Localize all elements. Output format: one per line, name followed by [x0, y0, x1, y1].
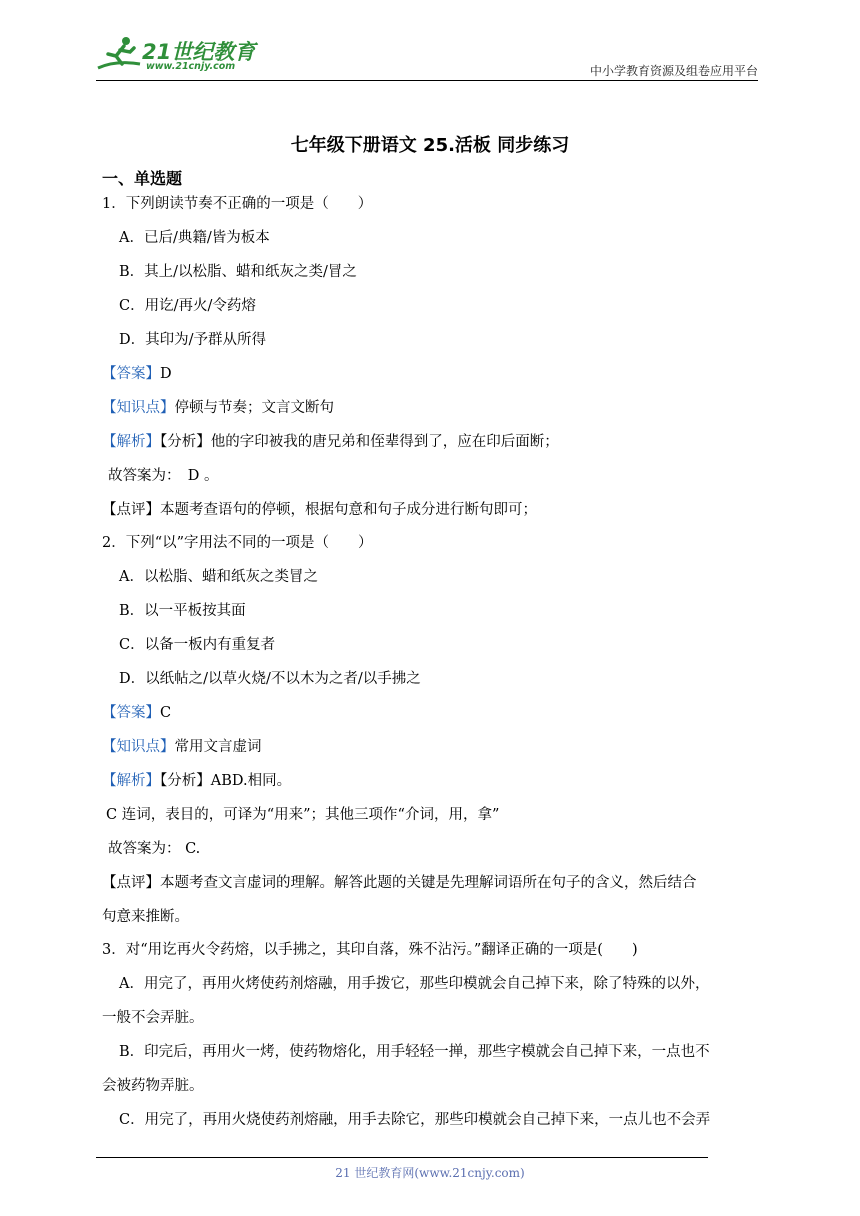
analysis-value: 【分析】ABD.相同。	[160, 773, 292, 789]
q1-comment: 【点评】本题考查语句的停顿，根据句意和句子成分进行断句即可；	[102, 502, 537, 518]
analysis-value: 【分析】他的字印被我的唐兄弟和侄辈得到了，应在印后面断；	[160, 434, 559, 450]
q1-knowledge	[102, 398, 334, 418]
knowledge-value: 停顿与节奏；文言文断句	[174, 400, 334, 416]
q1-option-c: C．用讫/再火/令药熔	[119, 298, 256, 314]
logo-title: 21世纪教育	[142, 40, 256, 64]
page-footer: 21 世纪教育网(www.21cnjy.com)	[335, 1166, 525, 1180]
q1-stem: 1．下列朗读节奏不正确的一项是（ ）	[102, 196, 373, 212]
q2-option-c: C．以备一板内有重复者	[119, 637, 276, 653]
q2-answer	[102, 703, 171, 723]
knowledge-tag: 【知识点】	[102, 400, 175, 416]
analysis-tag: 【解析】	[102, 434, 160, 450]
q2-knowledge	[102, 737, 262, 757]
q1-result: 故答案为： D 。	[108, 468, 219, 484]
section-heading: 一、单选题	[102, 169, 183, 188]
q3-option-b: B．印完后，再用火一烤，使药物熔化，用手轻轻一掸，那些字模就会自己掉下来，一点也不	[119, 1044, 710, 1060]
q2-option-b: B．以一平板按其面	[119, 603, 246, 619]
analysis-tag: 【解析】	[102, 773, 160, 789]
q3-stem: 3．对“用讫再火令药熔，以手拂之，其印自落，殊不沾污。”翻译正确的一项是( )	[102, 942, 638, 958]
q3-option-a: A．用完了，再用火烤使药剂熔融，用手拨它，那些印模就会自己掉下来，除了特殊的以外，	[119, 976, 710, 992]
q2-comment-cont: 句意来推断。	[102, 909, 189, 925]
answer-tag: 【答案】	[102, 705, 160, 721]
q2-comment: 【点评】本题考查文言虚词的理解。解答此题的关键是先理解词语所在句子的含义，然后结合	[102, 875, 697, 891]
q1-option-d: D．其印为/予群从所得	[119, 332, 267, 348]
q1-analysis	[102, 432, 559, 452]
q2-option-d: D．以纸帖之/以草火烧/不以木为之者/以手拂之	[119, 671, 421, 687]
q3-option-b-cont: 会被药物弄脏。	[102, 1078, 204, 1094]
header-divider	[96, 80, 758, 81]
q2-option-a: A．以松脂、蜡和纸灰之类冒之	[119, 569, 318, 585]
q3-option-a-cont: 一般不会弄脏。	[102, 1010, 204, 1026]
q1-answer	[102, 364, 172, 384]
logo	[96, 34, 266, 78]
answer-tag: 【答案】	[102, 366, 160, 382]
logo-url: www.21cnjy.com	[146, 61, 236, 72]
knowledge-value: 常用文言虚词	[174, 739, 262, 755]
q1-option-a: A．已后/典籍/皆为板本	[119, 230, 270, 246]
q1-option-b: B．其上/以松脂、蜡和纸灰之类/冒之	[119, 264, 357, 280]
q3-option-c: C．用完了，再用火烧使药剂熔融，用手去除它，那些印模就会自己掉下来，一点儿也不会弄	[119, 1112, 711, 1128]
page-header	[96, 28, 758, 80]
answer-value: C	[160, 705, 172, 721]
q2-analysis-detail: C 连词，表目的，可译为“用来”；其他三项作“介词，用，拿”	[106, 807, 500, 823]
answer-value: D	[160, 366, 172, 382]
q2-stem: 2．下列“以”字用法不同的一项是（ ）	[102, 535, 373, 551]
runner-logo-icon	[96, 34, 144, 74]
knowledge-tag: 【知识点】	[102, 739, 175, 755]
page-title: 七年级下册语文 25.活板 同步练习	[290, 135, 570, 156]
platform-name: 中小学教育资源及组卷应用平台	[589, 64, 758, 78]
q2-analysis	[102, 771, 291, 791]
footer-divider	[96, 1157, 708, 1158]
q2-result: 故答案为： C.	[108, 841, 201, 857]
